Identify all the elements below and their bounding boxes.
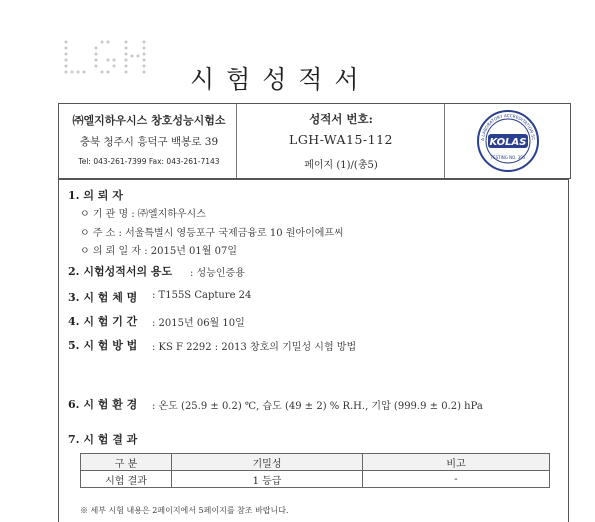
table-header-cell: 기밀성 [172,454,363,471]
client-organization: ㅇ 기 관 명 : ㈜엘지하우시스 [80,209,206,220]
kolas-seal [476,109,540,173]
section-purpose: 2. 시험성적서의 용도 [68,265,173,278]
table-row [81,471,550,488]
client-address: ㅇ 주 소 : 서울특별시 영등포구 국제금융로 10 원아이에프씨 [80,228,344,239]
seal-bottom-text: TESTING NO. 395 [490,155,526,160]
section-specimen: 3. 시 험 체 명 [68,291,138,304]
organization-address: 충북 청주시 흥덕구 백봉로 39 [79,136,219,148]
seal-text: KOLAS [489,137,527,148]
organization-name: ㈜엘지하우시스 창호성능시험소 [72,114,226,127]
organization-contact: Tel: 043-261-7399 Fax: 043-261-7143 [78,157,220,166]
section-results: 7. 시 험 결 과 [68,433,138,446]
environment-value: : 온도 (25.9 ± 0.2) ℃, 습도 (49 ± 2) % R.H., 기압 (999.9 ± 0.2) hPa [152,401,483,412]
table-header-cell: 비고 [363,454,550,471]
page-info: 페이지 (1)/(총5) [304,160,378,171]
table-header-row [81,454,550,471]
client-request-date: ㅇ 의 뢰 일 자 : 2015년 01월 07일 [80,246,237,257]
report-number-label: 성적서 번호: [309,112,373,126]
document-title: 시 험 성 적 서 [190,65,361,94]
section-method: 5. 시 험 방 법 [68,339,138,352]
footnote: ※ 세부 시험 내용은 2페이지에서 5페이지를 참조 바랍니다. [80,506,289,515]
table-cell: 1 등급 [172,471,363,488]
body-frame-left [58,179,59,522]
body-frame-top [58,179,569,180]
result-table [80,453,550,488]
seal-ring-text: A LABORATORY ACCREDITATION SC [479,112,537,142]
table-cell: - [363,471,550,488]
section-client-heading: 1. 의 뢰 자 [68,189,123,202]
table-header-cell: 구 분 [81,454,172,471]
method-value: : KS F 2292 : 2013 창호의 기밀성 시험 방법 [152,342,357,353]
period-value: : 2015년 06월 10일 [152,318,245,329]
lg-logo [60,38,160,80]
header-divider [236,104,237,178]
specimen-value: : T155S Capture 24 [152,290,252,301]
report-header [58,103,571,179]
body-frame-right [568,179,569,522]
table-cell: 시험 결과 [81,471,172,488]
section-environment: 6. 시 험 환 경 [68,398,138,411]
report-number: LGH-WA15-112 [289,132,393,147]
header-divider [444,104,445,178]
section-period: 4. 시 험 기 간 [68,315,138,328]
purpose-value: : 성능인증용 [190,268,245,279]
